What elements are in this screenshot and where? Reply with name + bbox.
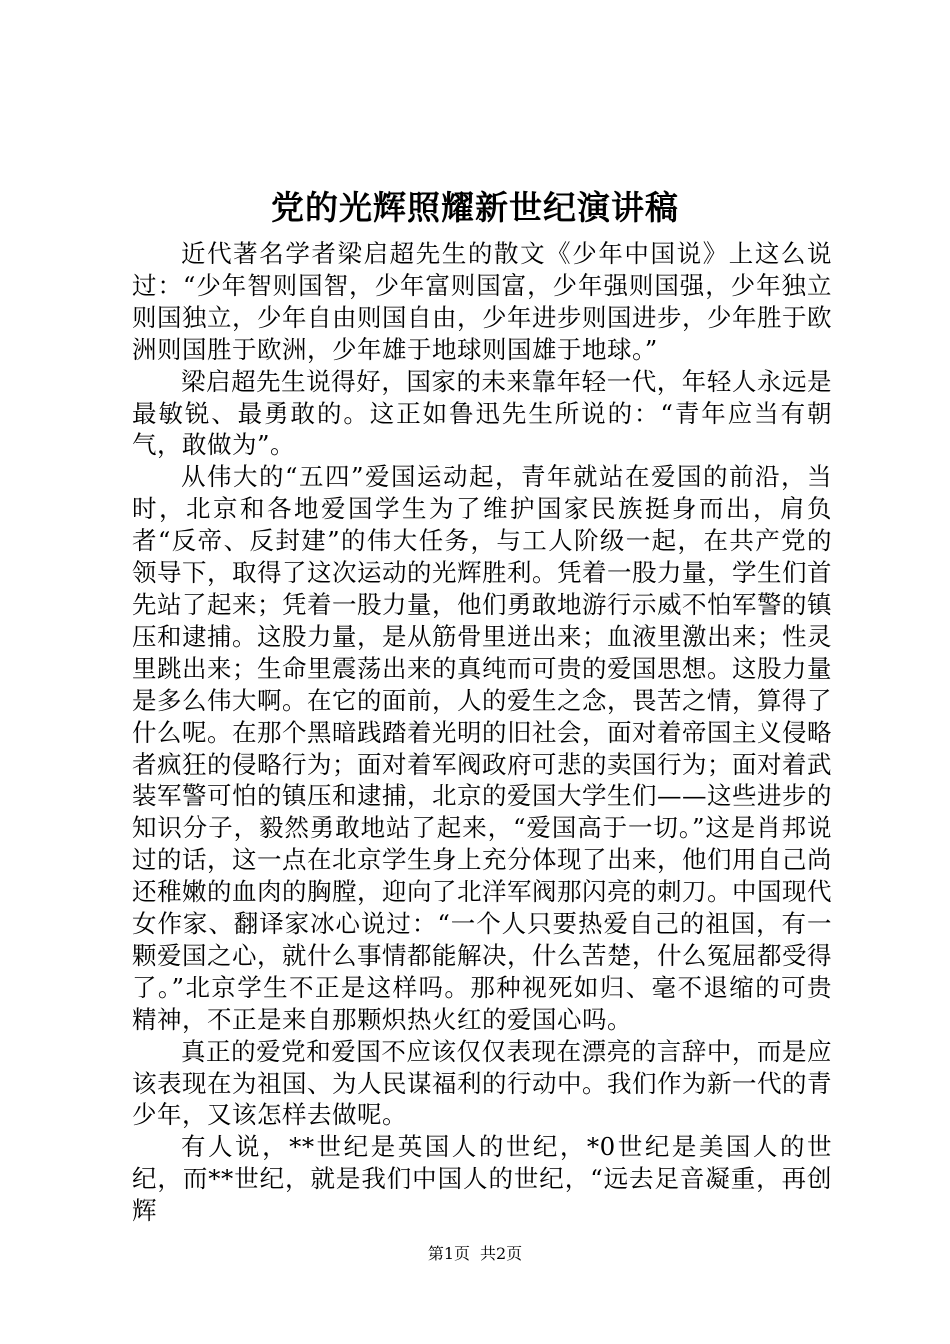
page-footer <box>0 1243 950 1265</box>
page-number: 第1页 <box>427 1244 470 1263</box>
paragraph: 梁启超先生说得好，国家的未来靠年轻一代，年轻人永远是最敏锐、最勇敢的。这正如鲁迅先生所说的：“青年应当有朝气，敢做为”。 <box>132 366 832 460</box>
paragraph: 有人说，**世纪是英国人的世纪，*0世纪是美国人的世纪，而**世纪，就是我们中国人的世纪，“远去足音凝重，再创辉 <box>132 1132 832 1226</box>
document-body <box>132 238 832 1227</box>
page-total: 共2页 <box>480 1244 523 1263</box>
paragraph: 近代著名学者梁启超先生的散文《少年中国说》上这么说过：“少年智则国智，少年富则国富，少年强则国强，少年独立则国独立，少年自由则国自由，少年进步则国进步，少年胜于欧洲则国胜于欧洲，少年雄于地球则国雄于地球。” <box>132 239 832 364</box>
document-title: 党的光辉照耀新世纪演讲稿 <box>271 188 679 227</box>
paragraph: 真正的爱党和爱国不应该仅仅表现在漂亮的言辞中，而是应该表现在为祖国、为人民谋福利的行动中。我们作为新一代的青少年，又该怎样去做呢。 <box>132 1036 832 1130</box>
paragraph: 从伟大的“五四”爱国运动起，青年就站在爱国的前沿，当时，北京和各地爱国学生为了维护国家民族挺身而出，肩负者“反帝、反封建”的伟大任务，与工人阶级一起，在共产党的领导下，取得了这次运动的光辉胜利。凭着一股力量，学生们首先站了起来；凭着一股力量，他们勇敢地游行示威不怕军警的镇压和逮捕。这股力量，是从筋骨里迸出来；血液里激出来；性灵里跳出来；生命里震荡出来的真纯而可贵的爱国思想。这股力量是多么伟大啊。在它的面前，人的爱生之念，畏苦之情，算得了什么呢。在那个黑暗践踏着光明的旧社会，面对着帝国主义侵略者疯狂的侵略行为；面对着军阀政府可悲的卖国行为；面对着武装军警可怕的镇压和逮捕，北京的爱国大学生们——这些进步的知识分子，毅然勇敢地站了起来，“爱国高于一切。”这是肖邦说过的话，这一点在北京学生身上充分体现了出来，他们用自己尚还稚嫩的血肉的胸膛，迎向了北洋军阀那闪亮的刺刀。中国现代女作家、翻译家冰心说过：“一个人只要热爱自己的祖国，有一颗爱国之心，就什么事情都能解决，什么苦楚，什么冤屈都受得了。”北京学生不正是这样吗。那种视死如归、毫不退缩的可贵精神，不正是来自那颗炽热火红的爱国心吗。 <box>132 462 832 1034</box>
